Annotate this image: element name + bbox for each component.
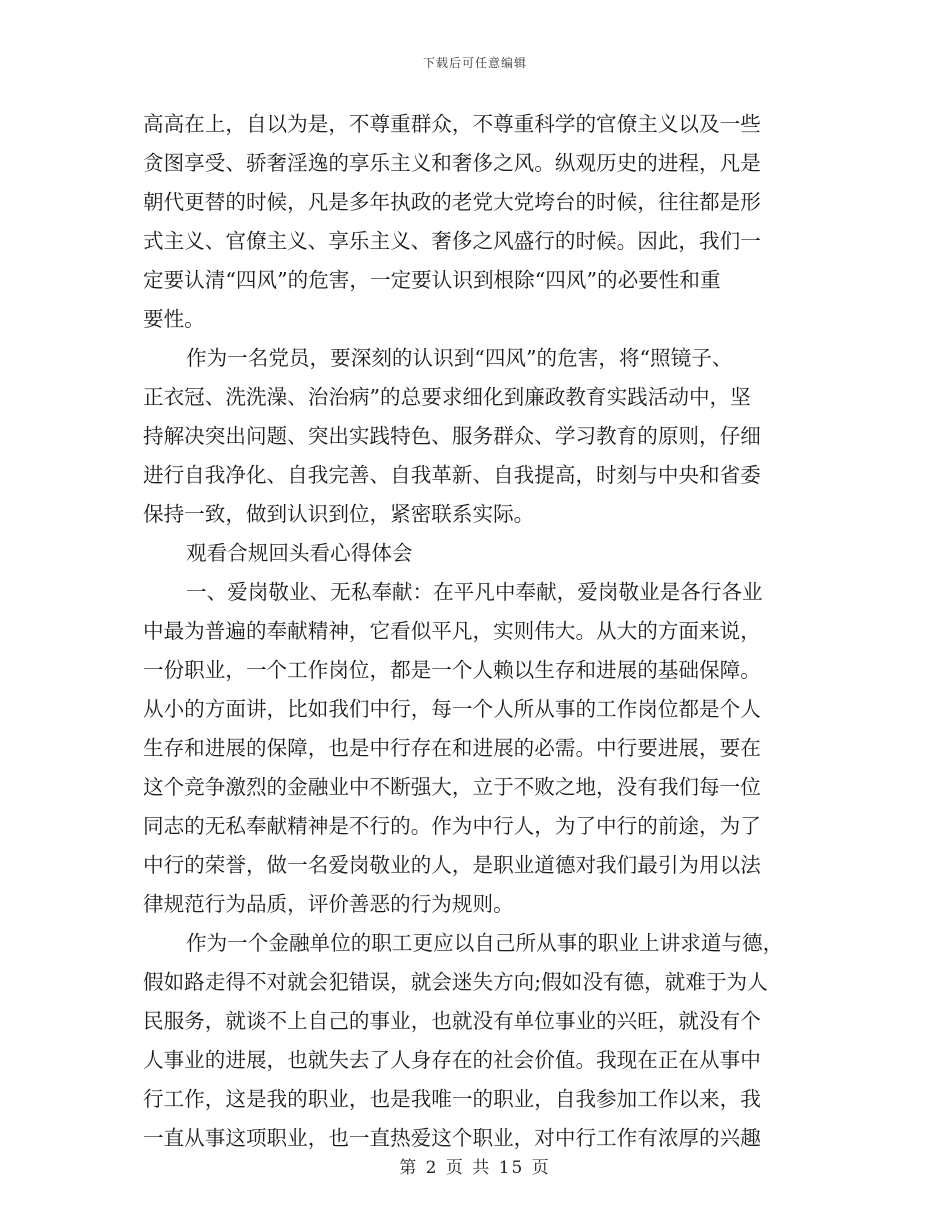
text-line: 这个竞争激烈的金融业中不断强大，立于不败之地，没有我们每一位 [143, 775, 761, 799]
document-body [143, 105, 805, 1158]
text-line: 正衣冠、洗洗澡、治治病”的总要求细化到廉政教育实践活动中，坚 [143, 385, 751, 409]
text-line: 中行的荣誉，做一名爱岗敬业的人，是职业道德对我们最引为用以法 [143, 853, 761, 877]
text-line: 贪图享受、骄奢淫逸的享乐主义和奢侈之风。纵观历史的进程，凡是 [143, 151, 761, 175]
text-line: 一份职业，一个工作岗位，都是一个人赖以生存和进展的基础保障。 [143, 658, 761, 682]
text-line: 式主义、官僚主义、享乐主义、奢侈之风盛行的时候。因此，我们一 [143, 229, 761, 253]
text-line: 要性。 [143, 307, 205, 331]
text-line: 保持一致，做到认识到位，紧密联系实际。 [143, 502, 535, 526]
text-line: 定要认清“四风”的危害，一定要认识到根除“四风”的必要性和重 [143, 268, 721, 292]
text-line: 朝代更替的时候，凡是多年执政的老党大党垮台的时候，往往都是形 [143, 190, 761, 214]
text-line: 行工作，这是我的职业，也是我唯一的职业，自我参加工作以来，我 [143, 1087, 761, 1111]
section-title: 观看合规回头看心得体会 [186, 541, 413, 565]
text-line: 一直从事这项职业，也一直热爱这个职业，对中行工作有浓厚的兴趣 [143, 1126, 761, 1150]
paragraph-first-line: 作为一名党员，要深刻的认识到“四风”的危害，将“照镜子、 [186, 346, 733, 370]
text-line: 高高在上，自以为是，不尊重群众，不尊重科学的官僚主义以及一些 [143, 112, 761, 136]
paragraph-first-line: 一、爱岗敬业、无私奉献：在平凡中奉献，爱岗敬业是各行各业 [186, 580, 763, 604]
text-line: 假如路走得不对就会犯错误，就会迷失方向;假如没有德，就难于为人 [143, 970, 768, 994]
text-line: 持解决突出问题、突出实践特色、服务群众、学习教育的原则，仔细 [143, 424, 761, 448]
text-line: 从小的方面讲，比如我们中行，每一个人所从事的工作岗位都是个人 [143, 697, 761, 721]
text-line: 人事业的进展，也就失去了人身存在的社会价值。我现在正在从事中 [143, 1048, 761, 1072]
text-line: 中最为普遍的奉献精神，它看似平凡，实则伟大。从大的方面来说， [143, 619, 761, 643]
paragraph-first-line: 作为一个金融单位的职工更应以自己所从事的职业上讲求道与德， [186, 931, 784, 955]
text-line: 同志的无私奉献精神是不行的。作为中行人，为了中行的前途，为了 [143, 814, 761, 838]
page-footer: 第 2 页 共 15 页 [399, 1158, 551, 1178]
text-line: 律规范行为品质，评价善恶的行为规则。 [143, 892, 514, 916]
page-header: 下载后可任意编辑 [422, 56, 527, 70]
text-line: 进行自我净化、自我完善、自我革新、自我提高，时刻与中央和省委 [143, 463, 761, 487]
text-line: 生存和进展的保障，也是中行存在和进展的必需。中行要进展，要在 [143, 736, 761, 760]
text-line: 民服务，就谈不上自己的事业，也就没有单位事业的兴旺，就没有个 [143, 1009, 761, 1033]
